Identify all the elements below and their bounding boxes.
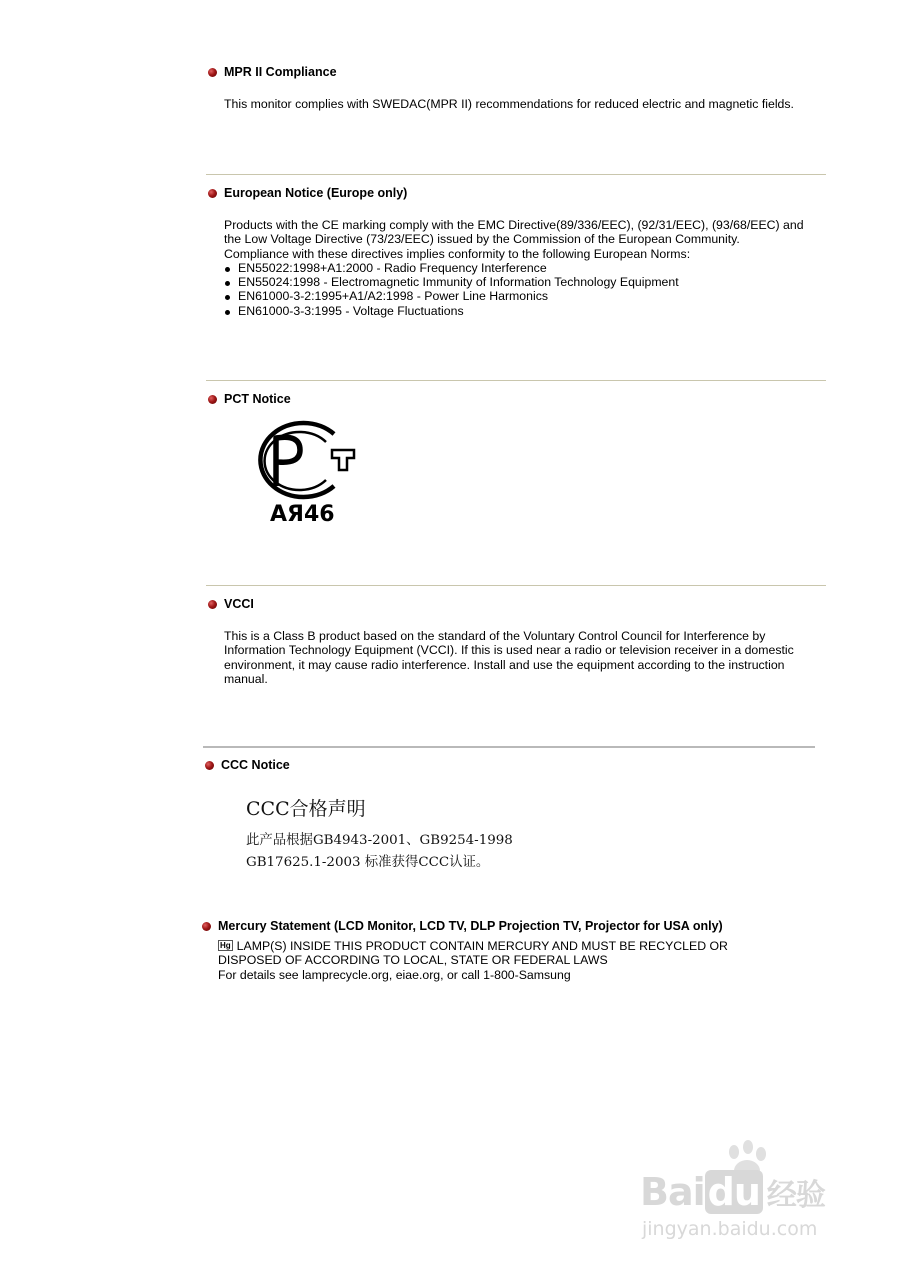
list-item: EN55022:1998+A1:2000 - Radio Frequency Interference <box>224 261 679 275</box>
section-divider <box>206 174 826 175</box>
european-body <box>224 218 834 261</box>
mercury-line: LAMP(S) INSIDE THIS PRODUCT CONTAIN MERCURY AND MUST BE RECYCLED OR <box>236 939 728 953</box>
european-heading: European Notice (Europe only) <box>224 186 408 200</box>
mpr-heading: MPR II Compliance <box>224 65 337 79</box>
european-body-line: Products with the CE marking comply with the EMC Directive(89/336/EEC), (92/31/EEC), (93/68/EEC) and <box>224 218 804 232</box>
bullet-icon <box>208 395 217 404</box>
section-divider <box>203 746 815 748</box>
pct-logo-icon <box>254 420 358 530</box>
ccc-heading: CCC Notice <box>221 758 290 772</box>
european-body-line: the Low Voltage Directive (73/23/EEC) issued by the Commission of the European Community. <box>224 232 740 247</box>
mercury-line: For details see lamprecycle.org, eiae.org, or call 1-800-Samsung <box>218 967 571 982</box>
watermark-brand <box>640 1170 825 1214</box>
vcci-body: This is a Class B product based on the standard of the Voluntary Control Council for Interference by Information Technology Equipment (VCCI). If this is used near a radio or television receiver in a domestic environment, it may cause radio interference. Install and use the equipment according to the instruction manual. <box>224 629 794 686</box>
bullet-icon <box>208 189 217 198</box>
section-divider <box>206 380 826 381</box>
ccc-line: GB17625.1-2003 标准获得CCC认证。 <box>246 855 490 870</box>
mercury-line: DISPOSED OF ACCORDING TO LOCAL, STATE OR FEDERAL LAWS <box>218 953 608 968</box>
ccc-line: 此产品根据GB4943-2001、GB9254-1998 <box>246 833 513 848</box>
watermark-brand-suffix: du <box>705 1170 763 1214</box>
bullet-icon <box>208 68 217 77</box>
vcci-heading: VCCI <box>224 597 254 611</box>
list-item: EN61000-3-3:1995 - Voltage Fluctuations <box>224 304 679 318</box>
bullet-icon <box>205 761 214 770</box>
pct-logo-code: АЯ46 <box>270 502 335 527</box>
watermark-url: jingyan.baidu.com <box>642 1218 818 1240</box>
watermark-product: 经验 <box>766 1178 825 1213</box>
section-divider <box>206 585 826 586</box>
ccc-title: CCC合格声明 <box>246 798 366 820</box>
watermark-brand-text: Bai <box>640 1170 705 1214</box>
list-item: EN61000-3-2:1995+A1/A2:1998 - Power Line Harmonics <box>224 289 679 303</box>
european-norms-list <box>224 261 679 318</box>
pct-heading: PCT Notice <box>224 392 291 406</box>
bullet-icon <box>202 922 211 931</box>
mercury-heading: Mercury Statement (LCD Monitor, LCD TV, DLP Projection TV, Projector for USA only) <box>218 919 723 933</box>
mpr-body: This monitor complies with SWEDAC(MPR II) recommendations for reduced electric and magnetic fields. <box>224 97 794 111</box>
list-item: EN55024:1998 - Electromagnetic Immunity of Information Technology Equipment <box>224 275 679 289</box>
bullet-icon <box>208 600 217 609</box>
european-body-line: Compliance with these directives implies conformity to the following European Norms: <box>224 246 691 261</box>
hg-icon: Hg <box>220 941 231 950</box>
mercury-body <box>218 939 778 982</box>
